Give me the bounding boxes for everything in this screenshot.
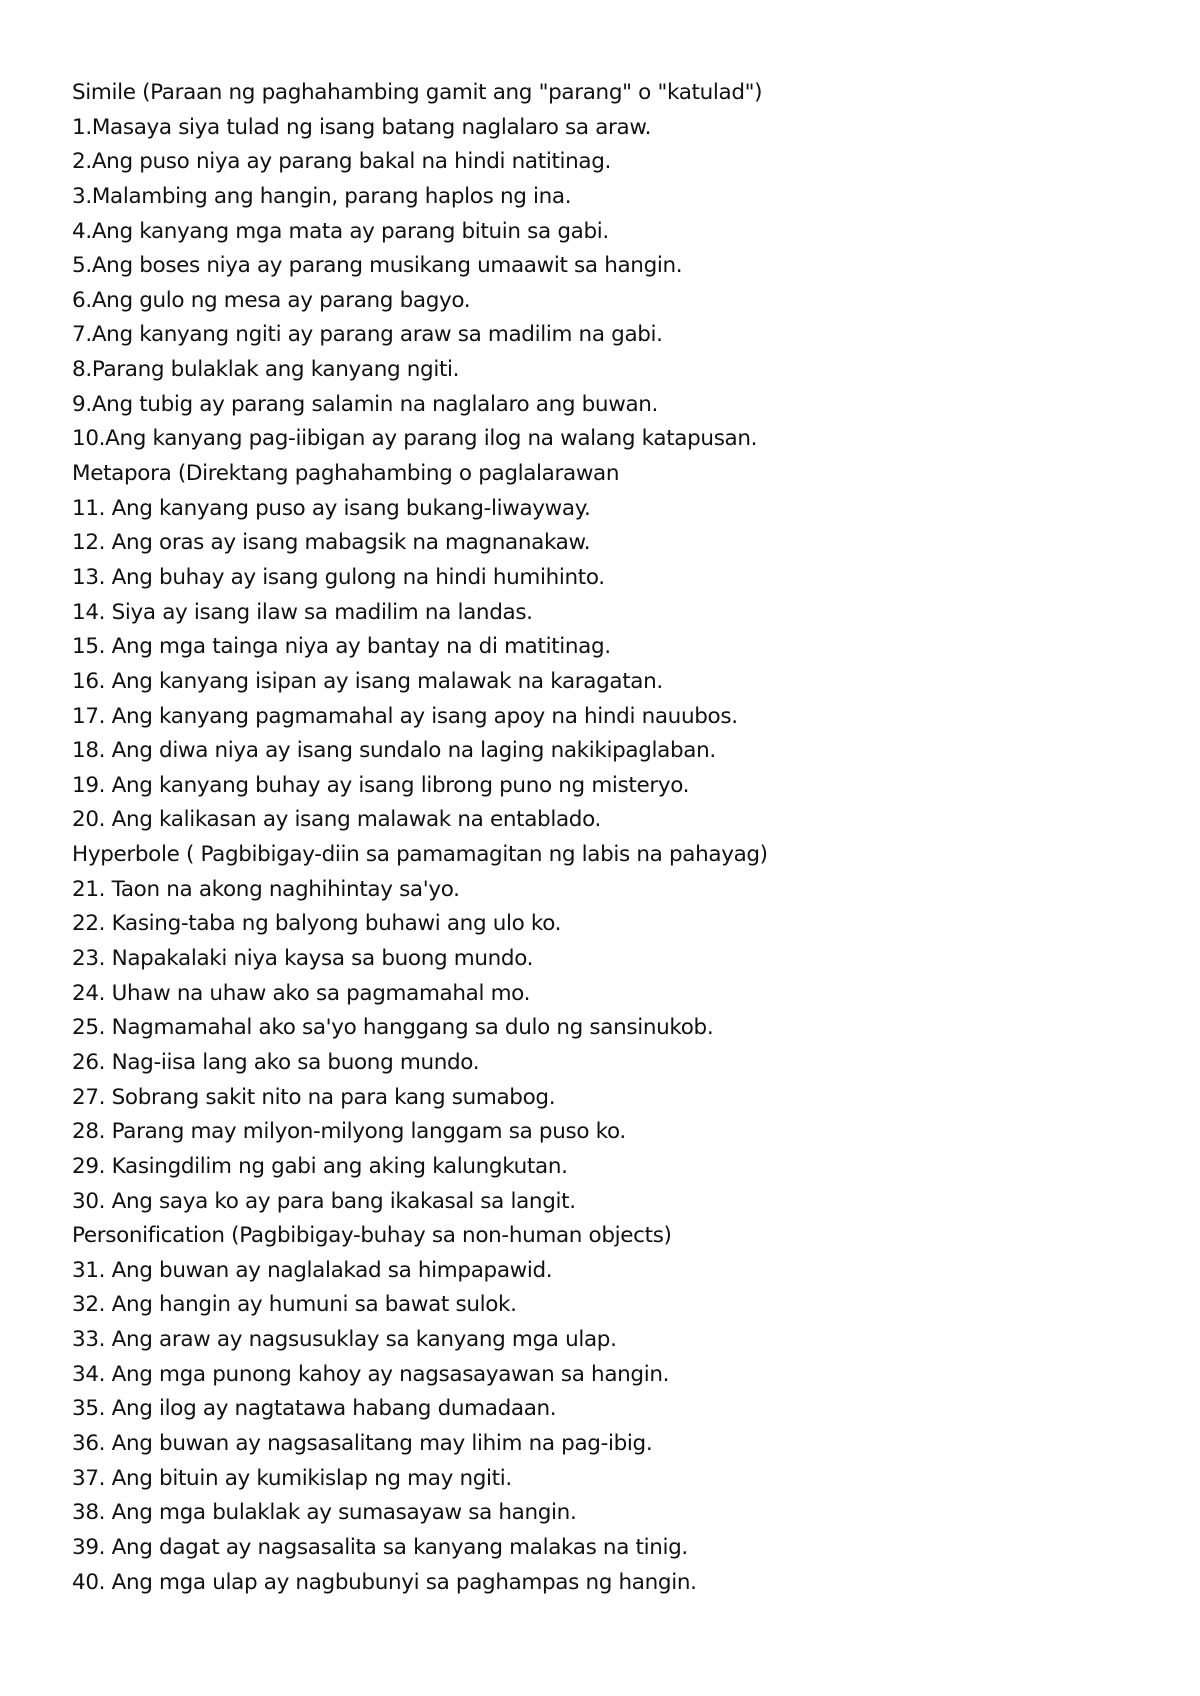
list-item: 24. Uhaw na uhaw ako sa pagmamahal mo. [72, 980, 531, 1006]
list-item: 21. Taon na akong naghihintay sa'yo. [72, 876, 460, 902]
list-item: 15. Ang mga tainga niya ay bantay na di matitinag. [72, 634, 611, 660]
list-item: 16. Ang kanyang isipan ay isang malawak na karagatan. [72, 668, 663, 694]
list-item: 22. Kasing-taba ng balyong buhawi ang ulo ko. [72, 911, 562, 937]
list-item: 1.Masaya siya tulad ng isang batang naglalaro sa araw. [72, 114, 652, 140]
section-heading-hyperbole: Hyperbole ( Pagbibigay-diin sa pamamagitan ng labis na pahayag) [72, 842, 768, 868]
list-item: 35. Ang ilog ay nagtatawa habang dumadaan. [72, 1396, 557, 1422]
section-heading-simile: Simile (Paraan ng paghahambing gamit ang "parang" o "katulad") [72, 80, 763, 105]
list-item: 17. Ang kanyang pagmamahal ay isang apoy na hindi nauubos. [72, 703, 738, 729]
list-item: 25. Nagmamahal ako sa'yo hanggang sa dulo ng sansinukob. [72, 1015, 714, 1041]
list-item: 33. Ang araw ay nagsusuklay sa kanyang mga ulap. [72, 1327, 617, 1353]
list-item: 40. Ang mga ulap ay nagbubunyi sa paghampas ng hangin. [72, 1569, 697, 1595]
list-item: 19. Ang kanyang buhay ay isang librong puno ng misteryo. [72, 772, 690, 798]
list-item: 37. Ang bituin ay kumikislap ng may ngiti. [72, 1465, 512, 1491]
list-item: 18. Ang diwa niya ay isang sundalo na laging nakikipaglaban. [72, 738, 716, 764]
list-item: 8.Parang bulaklak ang kanyang ngiti. [72, 357, 460, 383]
list-item: 38. Ang mga bulaklak ay sumasayaw sa hangin. [72, 1500, 577, 1526]
list-item: 27. Sobrang sakit nito na para kang sumabog. [72, 1084, 556, 1110]
list-item: 4.Ang kanyang mga mata ay parang bituin sa gabi. [72, 218, 609, 244]
list-item: 7.Ang kanyang ngiti ay parang araw sa madilim na gabi. [72, 322, 663, 348]
list-item: 14. Siya ay isang ilaw sa madilim na landas. [72, 599, 533, 625]
list-item: 9.Ang tubig ay parang salamin na naglalaro ang buwan. [72, 391, 659, 417]
list-item: 28. Parang may milyon-milyong langgam sa puso ko. [72, 1119, 626, 1145]
list-item: 3.Malambing ang hangin, parang haplos ng ina. [72, 183, 572, 209]
section-heading-personification: Personification (Pagbibigay-buhay sa non-human objects) [72, 1223, 672, 1249]
list-item: 30. Ang saya ko ay para bang ikakasal sa langit. [72, 1188, 576, 1214]
list-item: 13. Ang buhay ay isang gulong na hindi humihinto. [72, 564, 605, 590]
list-item: 29. Kasingdilim ng gabi ang aking kalungkutan. [72, 1153, 568, 1179]
list-item: 20. Ang kalikasan ay isang malawak na entablado. [72, 807, 601, 833]
list-item: 10.Ang kanyang pag-iibigan ay parang ilog na walang katapusan. [72, 426, 758, 452]
list-item: 34. Ang mga punong kahoy ay nagsasayawan sa hangin. [72, 1361, 670, 1387]
section-heading-metapora: Metapora (Direktang paghahambing o paglalarawan [72, 461, 620, 487]
list-item: 31. Ang buwan ay naglalakad sa himpapawid. [72, 1257, 553, 1283]
list-item: 12. Ang oras ay isang mabagsik na magnanakaw. [72, 530, 591, 556]
list-item: 23. Napakalaki niya kaysa sa buong mundo. [72, 946, 534, 972]
list-item: 26. Nag-iisa lang ako sa buong mundo. [72, 1049, 480, 1075]
list-item: 6.Ang gulo ng mesa ay parang bagyo. [72, 287, 471, 313]
list-item: 5.Ang boses niya ay parang musikang umaawit sa hangin. [72, 253, 683, 279]
list-item: 11. Ang kanyang puso ay isang bukang-liwayway. [72, 495, 591, 521]
list-item: 32. Ang hangin ay humuni sa bawat sulok. [72, 1292, 517, 1318]
list-item: 39. Ang dagat ay nagsasalita sa kanyang malakas na tinig. [72, 1534, 688, 1560]
document-body [72, 76, 1132, 1600]
list-item: 36. Ang buwan ay nagsasalitang may lihim na pag-ibig. [72, 1430, 653, 1456]
list-item: 2.Ang puso niya ay parang bakal na hindi natitinag. [72, 149, 612, 175]
